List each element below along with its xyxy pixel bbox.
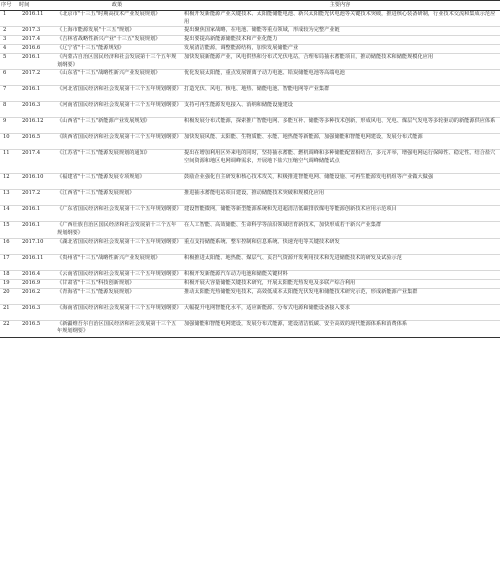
row-policy: 《辽宁省"十三五"能源规划》 [57,45,125,52]
row-policy: 《山东省"十三五"战略性新兴产业发展规划》 [57,70,161,77]
row-policy: 《青海省"十三五"能源发展规划》 [57,288,135,295]
table-row [0,70,500,86]
row-number: 20 [3,288,10,295]
row-content: 加快发展风能、太阳能、生物质能、水能、地热能等新能源，加强储能和智能电网建设，发展分布式能源 [184,134,423,141]
table-row [0,45,500,54]
row-policy: 《福建省"十三五"能源发展专项规划》 [57,174,145,181]
header-no: 序号 [0,1,18,11]
table-row [0,206,500,222]
table-row [0,254,500,270]
row-time: 2016.5 [22,320,41,327]
row-content: 优化发展太阳能，重点发展锂离子动力电池、铅炭储能电池等高端电池 [184,70,345,77]
row-content: 提出在增加利用区外来电的同时，坚持抽水蓄能、燃机调峰和多种储能配置相结合，多元并举，增强电网运行保障性、稳定性。结合盐穴空间资源和地区电网调峰需求，开展地下盐穴压缩空气调峰储能试点 [184,150,496,164]
row-content: 积极开展大容量储能关键技术研究，开展太阳能光热发电及多联产综合利用 [184,279,356,286]
row-content: 加快发展新能源产业，风电供热和分布式光伏电站，合理布局抽水蓄能项目，推动储能技术和储能规模化应用 [184,54,434,61]
row-time: 2016.12 [22,118,44,125]
row-number: 5 [3,54,7,61]
row-policy: 《江西省"十三五"能源发展规划》 [57,190,135,197]
row-number: 19 [3,279,10,286]
table-row [0,174,500,190]
row-time: 2016.10 [22,174,44,181]
row-policy: 《贵州省"十三五"战略性新兴产业发展规划》 [57,254,161,261]
table-row [0,270,500,279]
row-policy: 《河南省国民经济和社会发展第十三个五年规划纲要》 [57,102,182,109]
row-policy: 《广东省国民经济和社会发展第十三个五年规划纲要》 [57,206,182,213]
row-time: 2016.3 [22,102,41,109]
row-number: 2 [3,27,7,34]
row-number: 16 [3,238,10,245]
table-row [0,304,500,320]
table-row [0,134,500,150]
row-time: 2016.11 [22,11,44,17]
row-policy: 《北京市"十三五"时期高技术产业发展规划》 [57,11,161,17]
header-time: 时间 [18,1,54,11]
row-content: 支持可再生能源发电接入、消纳和储能设施建设 [184,102,293,109]
row-policy: 《河北省国民经济和社会发展第十三个五年规划纲要》 [57,86,182,93]
row-content: 鼓励企业强化自主研发和核心技术攻关，积极推进智能电网、储能设施、可再生能源发电机组等产业做大做强 [184,174,434,181]
row-number: 3 [3,36,7,43]
row-number: 7 [3,86,7,93]
table-row [0,190,500,206]
row-time: 2016.1 [22,54,41,61]
row-time: 2017.10 [22,238,44,245]
row-time: 2016.1 [22,222,41,229]
table-header [0,1,500,11]
row-content: 提出聚焦国家战略，在电池、储能等重点领域，形成较为完整产业链 [184,27,340,34]
row-number: 11 [3,150,10,157]
table-row [0,279,500,288]
row-time: 2017.3 [22,27,41,34]
row-content: 加强储能和智能电网建设，发展分布式能源，建设清洁低碳、安全高效的现代能源体系和消费体系 [184,320,408,327]
table-row [0,27,500,36]
row-time: 2016.6 [22,45,41,52]
row-number: 21 [3,304,10,311]
table-row [0,102,500,118]
table-body [0,11,500,338]
row-content: 提出要提高新能源储能技术和产业化能力 [184,36,278,43]
row-number: 4 [3,45,7,52]
row-number: 12 [3,174,10,181]
row-number: 1 [3,11,7,17]
row-content: 积极推进太阳能、地热能、煤层气、页岩气资源开发利用技术和先进储能技术的研发及试验示范 [184,254,402,261]
table-row [0,238,500,254]
row-time: 2017.2 [22,70,41,77]
row-number: 8 [3,102,7,109]
row-content: 打造光伏、风电、核电、地热、储能电池、智能电网等产业集群 [184,86,330,93]
row-time: 2017.2 [22,190,41,197]
row-content: 推进抽水蓄能电站项目建设，推动储能技术突破和规模化应用 [184,190,325,197]
table-row [0,288,500,304]
row-time: 2016.11 [22,254,44,261]
row-content: 发展清洁能源，调整能源结构，加快发展储能产业 [184,45,299,52]
row-policy: 《上海市能源发展"十三五"规划》 [57,27,135,34]
row-time: 2017.4 [22,36,41,43]
table-row [0,118,500,134]
row-policy: 《新疆维吾尔自治区国民经济和社会发展第十三个五年规划纲要》 [57,320,177,335]
row-number: 14 [3,206,10,213]
row-content: 推动太阳能光热储能发电技术，高效低成本太阳能光伏发电和储能技术研究示范，形成新能源产业集群 [184,288,418,295]
row-time: 2016.1 [22,206,41,213]
row-policy: 《甘肃省"十三五"科技创新规划》 [57,279,135,286]
header-content: 主要内容 [180,1,500,11]
table-row [0,36,500,45]
row-policy: 《云南省国民经济和社会发展第十三个五年规划纲要》 [57,270,182,277]
row-number: 9 [3,118,7,125]
row-time: 2016.5 [22,134,41,141]
row-number: 15 [3,222,10,229]
header-policy: 政策 [54,1,180,11]
table-row [0,222,500,238]
row-content: 积极开发新能源汽车动力电池和储能关键材料 [184,270,288,277]
row-number: 22 [3,320,10,327]
row-time: 2016.1 [22,86,41,93]
row-number: 18 [3,270,10,277]
row-policy: 《陕西省国民经济和社会发展第十三个五年规划纲要》 [57,134,182,141]
row-time: 2016.3 [22,304,41,311]
row-time: 2016.9 [22,279,41,286]
table-row [0,86,500,102]
row-number: 13 [3,190,10,197]
row-policy: 《海南省国民经济和社会发展第十三个五年规划纲要》 [57,304,182,311]
row-number: 6 [3,70,7,77]
row-time: 2017.4 [22,150,41,157]
row-number: 10 [3,134,10,141]
table-row [0,54,500,70]
row-time: 2016.4 [22,270,41,277]
table-row [0,150,500,174]
row-content: 大幅提升电网智能化水平，适应新能源、分布式电源和储能设备接入要求 [184,304,351,311]
row-policy: 《湖北省国民经济和社会发展第十三个五年规划纲要》 [57,238,182,245]
row-content: 积极发展分布式能源，探索推广智能电网、多能互补、储能等多种技术创新，形成风电、光电、煤层气发电等多轮驱动的新能源供应体系 [184,118,496,125]
row-content: 建设智能微网，储能等新型能源系统和先进超清洁低碳排放煤电等能源创新技术应用示范项目 [184,206,397,213]
row-content: 积极开发新能源产业关键技术、太阳能储能电池、新兴太阳能光伏电池等关键技术突破，推进核心装备研制，行业技术交流和集成示范应用 [184,11,496,25]
row-policy: 《山西省"十三五"新能源产业发展规划》 [57,118,150,125]
row-number: 17 [3,254,10,261]
row-policy: 《江苏省"十三五"能源发展规划的通知》 [57,150,150,157]
row-content: 重点支持储能系统、整车控制和信息系统、快速充电等关键技术研发 [184,238,340,245]
row-policy: 《吉林省战略性新兴产业"十三五"发展规划》 [57,36,161,43]
row-policy: 《内蒙古自治区国民经济和社会发展第十三个五年规划纲要》 [57,54,177,68]
row-time: 2016.2 [22,288,41,295]
table-row [0,320,500,337]
table-row [0,11,500,27]
row-content: 在人工智能、高效储能、生命科学等前沿领域培育新技术，加快形成若干新兴产业集群 [184,222,382,229]
row-policy: 《广西壮族自治区国民经济和社会发展第十三个五年规划纲要》 [57,222,177,236]
